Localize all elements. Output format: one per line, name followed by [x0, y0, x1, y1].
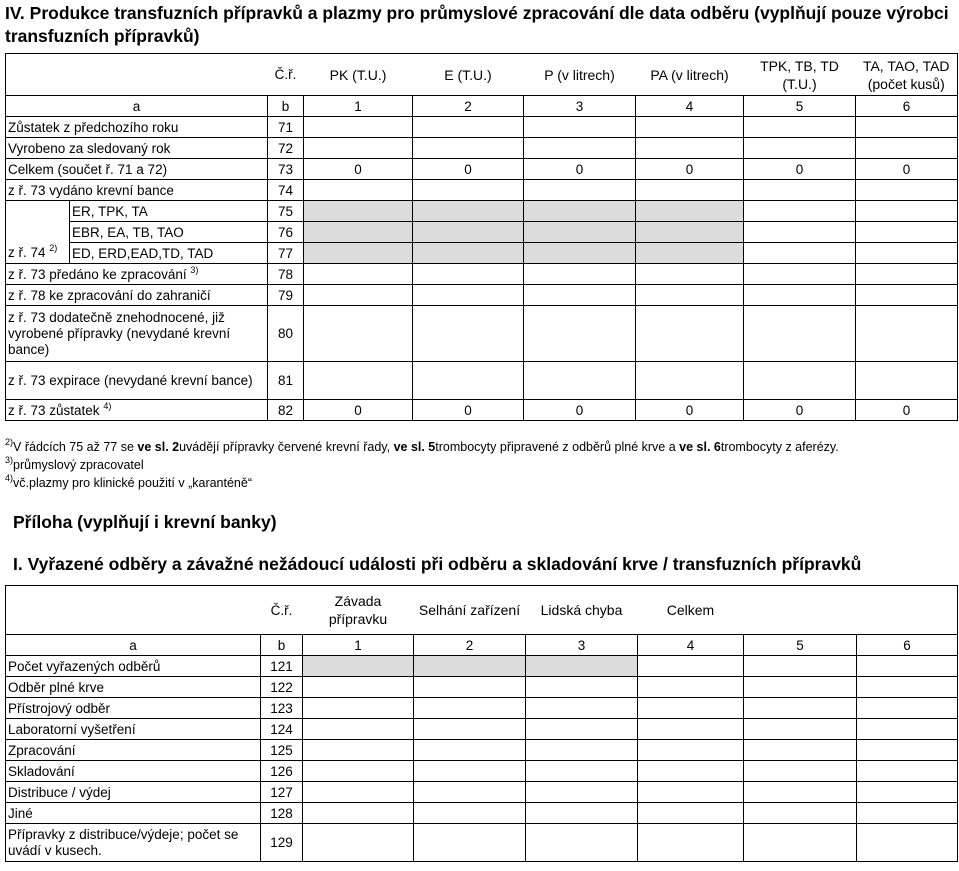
cell[interactable] [414, 698, 526, 719]
cell[interactable] [526, 782, 638, 803]
row-number: 72 [268, 138, 304, 159]
cell-value: 0 [413, 400, 524, 421]
cell[interactable] [414, 803, 526, 824]
row-label: Vyrobeno za sledovaný rok [6, 138, 268, 159]
header-blank [744, 586, 857, 635]
grey-cell [636, 243, 744, 264]
cell-value: 0 [744, 159, 856, 180]
appendix-title: Příloha (vyplňují i krevní banky) [13, 512, 277, 532]
cell[interactable] [636, 180, 744, 201]
footnote-text: vč.plazmy pro klinické použití v „karanténě“ [13, 476, 252, 490]
table-row [6, 243, 958, 264]
cell[interactable] [303, 782, 414, 803]
grey-cell [303, 656, 414, 677]
index-2: 2 [414, 635, 526, 656]
footnote-mark: 3) [5, 455, 14, 465]
row-label: Jiné [6, 803, 261, 824]
cell[interactable] [857, 761, 958, 782]
cell[interactable] [744, 698, 857, 719]
cell[interactable] [414, 740, 526, 761]
table-row [6, 719, 958, 740]
cell[interactable] [744, 180, 856, 201]
index-5: 5 [744, 635, 857, 656]
cell[interactable] [524, 285, 636, 306]
footnote-text: trombocyty připravené z odběrů plné krve a [435, 440, 680, 454]
row-label: z ř. 73 zůstatek [8, 402, 100, 418]
cell-value: 0 [524, 400, 636, 421]
cell[interactable] [303, 761, 414, 782]
index-3: 3 [524, 96, 636, 117]
row-label-cell [6, 264, 268, 285]
cell[interactable] [638, 782, 744, 803]
cell[interactable] [638, 656, 744, 677]
grey-cell [304, 243, 413, 264]
grey-cell [636, 201, 744, 222]
cell[interactable] [304, 117, 413, 138]
table-row [6, 285, 958, 306]
cell[interactable] [413, 264, 524, 285]
footnote-ref: 3) [190, 264, 199, 275]
cell[interactable] [857, 677, 958, 698]
cell[interactable] [638, 740, 744, 761]
cell-value: 0 [856, 159, 958, 180]
cell[interactable] [524, 264, 636, 285]
production-table [5, 53, 958, 421]
index-3: 3 [526, 635, 638, 656]
cell[interactable] [303, 677, 414, 698]
table-row [6, 656, 958, 677]
cell[interactable] [744, 824, 857, 862]
row-label: z ř. 73 dodatečně znehodnocené, již vyrobené přípravky (nevydané krevní bance) [6, 306, 268, 362]
cell[interactable] [304, 306, 413, 362]
cell[interactable] [636, 138, 744, 159]
row-label: EBR, EA, TB, TAO [70, 222, 268, 243]
row-label: z ř. 78 ke zpracování do zahraničí [6, 285, 268, 306]
index-row [6, 96, 958, 117]
row-label: Zpracování [6, 740, 261, 761]
row-label: Přístrojový odběr [6, 698, 261, 719]
cell[interactable] [414, 782, 526, 803]
row-number: 73 [268, 159, 304, 180]
footnote-4 [5, 474, 839, 492]
cell-value: 0 [744, 400, 856, 421]
table-row [6, 698, 958, 719]
cell[interactable] [744, 782, 857, 803]
row-label: Skladování [6, 761, 261, 782]
cell[interactable] [744, 138, 856, 159]
table-row [6, 677, 958, 698]
cell[interactable] [744, 285, 856, 306]
cell-value: 0 [856, 400, 958, 421]
grey-cell [414, 656, 526, 677]
grey-cell [304, 222, 413, 243]
cell[interactable] [744, 740, 857, 761]
header-row [6, 586, 958, 635]
grey-cell [526, 656, 638, 677]
footnotes [5, 438, 839, 492]
footnote-2 [5, 438, 839, 456]
cell[interactable] [856, 180, 958, 201]
grey-cell [636, 222, 744, 243]
row-label: Zůstatek z předchozího roku [6, 117, 268, 138]
row-label: Celkem (součet ř. 71 a 72) [6, 159, 268, 180]
cell[interactable] [636, 362, 744, 400]
cell[interactable] [524, 180, 636, 201]
index-a: a [6, 96, 268, 117]
cell[interactable] [856, 138, 958, 159]
cell[interactable] [744, 803, 857, 824]
cell[interactable] [856, 264, 958, 285]
cell[interactable] [857, 782, 958, 803]
cell[interactable] [303, 824, 414, 862]
cell[interactable] [744, 306, 856, 362]
cell[interactable] [526, 761, 638, 782]
header-selhani: Selhání zařízení [414, 586, 526, 635]
header-zavada: Závada přípravku [303, 586, 414, 635]
index-1: 1 [304, 96, 413, 117]
header-p: P (v litrech) [524, 54, 636, 96]
cell[interactable] [744, 719, 857, 740]
index-1: 1 [303, 635, 414, 656]
group-label [6, 243, 70, 264]
header-lidska: Lidská chyba [526, 586, 638, 635]
header-cr: Č.ř. [268, 54, 304, 96]
cell[interactable] [303, 719, 414, 740]
group-spacer [6, 222, 70, 243]
row-label: Laboratorní vyšetření [6, 719, 261, 740]
index-b: b [268, 96, 304, 117]
cell[interactable] [638, 803, 744, 824]
row-number: 80 [268, 306, 304, 362]
row-label: Odběr plné krve [6, 677, 261, 698]
cell[interactable] [638, 698, 744, 719]
row-number: 129 [261, 824, 303, 862]
row-label: z ř. 73 expirace (nevydané krevní bance) [6, 362, 268, 400]
footnote-ref: 2) [49, 243, 58, 254]
cell[interactable] [524, 362, 636, 400]
row-label: ER, TPK, TA [70, 201, 268, 222]
cell-value: 0 [413, 159, 524, 180]
grey-cell [413, 222, 524, 243]
header-celkem: Celkem [638, 586, 744, 635]
row-label: Počet vyřazených odběrů [6, 656, 261, 677]
row-number: 82 [268, 400, 304, 421]
row-number: 71 [268, 117, 304, 138]
cell[interactable] [857, 719, 958, 740]
footnote-text: průmyslový zpracovatel [13, 458, 144, 472]
table-row [6, 264, 958, 285]
cell[interactable] [744, 201, 856, 222]
index-a: a [6, 635, 261, 656]
header-blank [6, 586, 261, 635]
cell[interactable] [744, 243, 856, 264]
table-row [6, 740, 958, 761]
cell[interactable] [856, 285, 958, 306]
row-label: z ř. 73 vydáno krevní bance [6, 180, 268, 201]
footnote-bold: ve sl. 2 [137, 440, 180, 454]
table-row [6, 803, 958, 824]
row-number: 75 [268, 201, 304, 222]
cell[interactable] [414, 719, 526, 740]
row-number: 125 [261, 740, 303, 761]
row-label-cell [6, 400, 268, 421]
adverse-events-table [5, 585, 958, 862]
cell[interactable] [526, 719, 638, 740]
cell[interactable] [524, 306, 636, 362]
row-number: 127 [261, 782, 303, 803]
cell[interactable] [857, 740, 958, 761]
cell[interactable] [638, 719, 744, 740]
index-4: 4 [636, 96, 744, 117]
cell[interactable] [304, 180, 413, 201]
footnote-3 [5, 456, 839, 474]
cell[interactable] [857, 698, 958, 719]
footnote-text: trombocyty z aferézy. [720, 440, 839, 454]
cell[interactable] [636, 285, 744, 306]
cell[interactable] [744, 117, 856, 138]
footnote-bold: ve sl. 6 [679, 440, 721, 454]
table-row [6, 159, 958, 180]
cell[interactable] [304, 138, 413, 159]
index-6: 6 [857, 635, 958, 656]
header-e: E (T.U.) [413, 54, 524, 96]
cell[interactable] [303, 803, 414, 824]
cell-value: 0 [636, 159, 744, 180]
row-number: 81 [268, 362, 304, 400]
index-b: b [261, 635, 303, 656]
footnote-mark: 4) [5, 473, 14, 483]
row-number: 122 [261, 677, 303, 698]
index-5: 5 [744, 96, 856, 117]
footnote-ref: 4) [103, 400, 112, 411]
header-cr: Č.ř. [261, 586, 303, 635]
row-number: 121 [261, 656, 303, 677]
table-row [6, 824, 958, 862]
header-blank [6, 54, 268, 96]
row-number: 126 [261, 761, 303, 782]
group-label-text: z ř. 74 [8, 245, 46, 261]
table-row [6, 362, 958, 400]
cell[interactable] [744, 677, 857, 698]
header-row [6, 54, 958, 96]
grey-cell [304, 201, 413, 222]
row-number: 74 [268, 180, 304, 201]
cell-value: 0 [304, 400, 413, 421]
cell[interactable] [413, 117, 524, 138]
cell[interactable] [413, 285, 524, 306]
grey-cell [524, 201, 636, 222]
cell[interactable] [636, 117, 744, 138]
cell[interactable] [304, 362, 413, 400]
cell[interactable] [856, 306, 958, 362]
cell[interactable] [636, 264, 744, 285]
cell[interactable] [304, 285, 413, 306]
table-row [6, 180, 958, 201]
group-spacer [6, 201, 70, 222]
footnote-bold: ve sl. 5 [393, 440, 436, 454]
cell[interactable] [856, 201, 958, 222]
cell[interactable] [856, 117, 958, 138]
cell[interactable] [304, 264, 413, 285]
cell[interactable] [526, 677, 638, 698]
cell[interactable] [303, 740, 414, 761]
row-number: 76 [268, 222, 304, 243]
row-number: 77 [268, 243, 304, 264]
cell[interactable] [526, 824, 638, 862]
grey-cell [413, 243, 524, 264]
index-2: 2 [413, 96, 524, 117]
cell-value: 0 [304, 159, 413, 180]
index-6: 6 [856, 96, 958, 117]
grey-cell [524, 243, 636, 264]
cell[interactable] [856, 222, 958, 243]
cell[interactable] [856, 243, 958, 264]
row-label: z ř. 73 předáno ke zpracování [8, 266, 187, 282]
table-row [6, 138, 958, 159]
header-pa: PA (v litrech) [636, 54, 744, 96]
cell[interactable] [526, 698, 638, 719]
row-label: Distribuce / výdej [6, 782, 261, 803]
cell[interactable] [413, 180, 524, 201]
header-ta: TA, TAO, TAD (počet kusů) [856, 54, 958, 96]
cell[interactable] [636, 306, 744, 362]
footnote-mark: 2) [5, 437, 14, 447]
grey-cell [524, 222, 636, 243]
cell[interactable] [524, 117, 636, 138]
row-number: 123 [261, 698, 303, 719]
table-row [6, 400, 958, 421]
cell[interactable] [744, 761, 857, 782]
index-row [6, 635, 958, 656]
cell-value: 0 [636, 400, 744, 421]
cell[interactable] [414, 824, 526, 862]
row-label: Přípravky z distribuce/výdeje; počet se uvádí v kusech. [6, 824, 261, 862]
cell[interactable] [526, 740, 638, 761]
cell[interactable] [638, 761, 744, 782]
table-row [6, 201, 958, 222]
table-row [6, 117, 958, 138]
cell[interactable] [744, 656, 857, 677]
index-4: 4 [638, 635, 744, 656]
table-row [6, 782, 958, 803]
cell[interactable] [413, 138, 524, 159]
cell[interactable] [856, 362, 958, 400]
table-row [6, 222, 958, 243]
row-number: 124 [261, 719, 303, 740]
cell[interactable] [744, 264, 856, 285]
cell[interactable] [744, 222, 856, 243]
footnote-text: V řádcích 75 až 77 se [13, 440, 138, 454]
row-number: 128 [261, 803, 303, 824]
row-number: 79 [268, 285, 304, 306]
grey-cell [413, 201, 524, 222]
header-tpk: TPK, TB, TD (T.U.) [744, 54, 856, 96]
cell[interactable] [857, 803, 958, 824]
footnote-text: uvádějí přípravky červené krevní řady, [179, 440, 394, 454]
cell[interactable] [857, 656, 958, 677]
cell[interactable] [413, 362, 524, 400]
row-label: ED, ERD,EAD,TD, TAD [70, 243, 268, 264]
cell[interactable] [638, 824, 744, 862]
table-row [6, 761, 958, 782]
cell[interactable] [857, 824, 958, 862]
cell[interactable] [414, 761, 526, 782]
header-pk: PK (T.U.) [304, 54, 413, 96]
section-iv-title: IV. Produkce transfuzních přípravků a plazmy pro průmyslové zpracování dle data odběru (vyplňují pouze výrobci transfuzních přípravků) [5, 3, 949, 46]
section-i-title: I. Vyřazené odběry a závažné nežádoucí události při odběru a skladování krve / transfuzních přípravků [13, 554, 862, 574]
cell[interactable] [744, 362, 856, 400]
cell[interactable] [638, 677, 744, 698]
cell-value: 0 [524, 159, 636, 180]
row-number: 78 [268, 264, 304, 285]
table-row [6, 306, 958, 362]
cell[interactable] [526, 803, 638, 824]
cell[interactable] [524, 138, 636, 159]
cell[interactable] [303, 698, 414, 719]
cell[interactable] [414, 677, 526, 698]
header-blank [857, 586, 958, 635]
cell[interactable] [413, 306, 524, 362]
